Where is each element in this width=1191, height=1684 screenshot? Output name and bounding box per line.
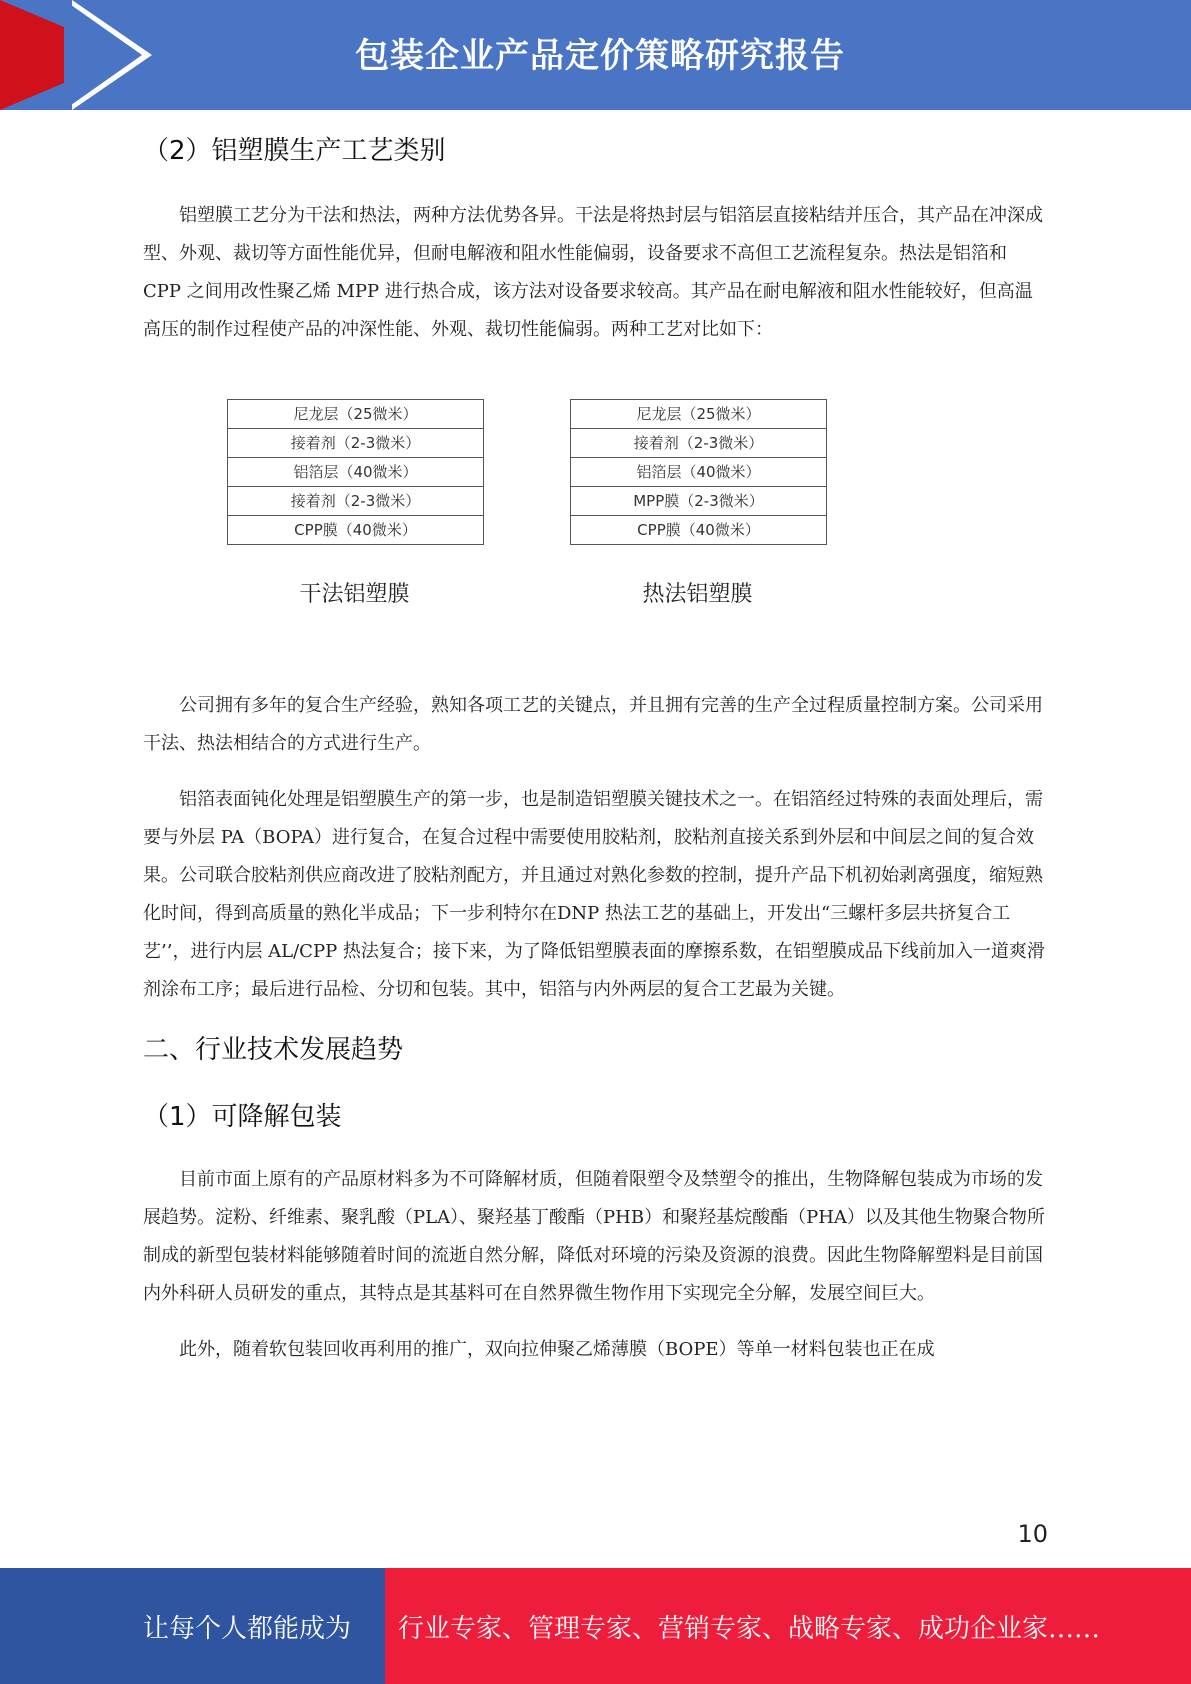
dry-layer-5: CPP膜（40微米） — [294, 521, 417, 539]
dry-layer-2: 接着剂（2-3微米） — [228, 429, 483, 458]
section-heading-process: （2）铝塑膜生产工艺类别 — [143, 136, 446, 166]
dry-layer-1: 尼龙层（25微米） — [228, 400, 483, 429]
paragraph-process-intro: 铝塑膜工艺分为干法和热法，两种方法优势各异。干法是将热封层与铝箔层直接粘结并压合，其产品在冲深成型、外观、裁切等方面性能优异，但耐电解液和阻水性能偏弱，设备要求不高但工艺流程复杂。热法是铝箔和 CPP 之间用改性聚乙烯 MPP 进行热合成，该方法对设备要求较高。其产品在耐电解液和阻水性能较好，但高温高压的制作过程使产品的冲深性能、外观、裁切性能偏弱。两种工艺对比如下： — [143, 205, 1043, 340]
hot-layer-1: 尼龙层（25微米） — [571, 400, 826, 429]
page-content — [143, 130, 1048, 1369]
hot-film-layer-stack — [570, 399, 827, 545]
hot-layer-5: CPP膜（40微米） — [637, 521, 760, 539]
section-heading-trends: 二、行业技术发展趋势 — [143, 1035, 404, 1065]
process-comparison-diagram — [143, 399, 1048, 669]
dry-film-caption: 干法铝塑膜 — [299, 582, 410, 607]
paragraph-degradable: 目前市面上原有的产品原材料多为不可降解材质，但随着限塑令及禁塑令的推出，生物降解包装成为市场的发展趋势。淀粉、纤维素、聚乳酸（PLA）、聚羟基丁酸酯（PHB）和聚羟基烷酸酯（PHA）以及其他生物聚合物所制成的新型包装材料能够随着时间的流逝自然分解，降低对环境的污染及资源的浪费。因此生物降解塑料是目前国内外科研人员研发的重点，其特点是其基料可在自然界微生物作用下实现完全分解，发展空间巨大。 — [143, 1169, 1045, 1304]
subsection-heading-degradable: （1）可降解包装 — [143, 1102, 342, 1132]
report-title: 包装企业产品定价策略研究报告 — [355, 36, 845, 76]
hot-layer-3: 铝箔层（40微米） — [571, 458, 826, 487]
header-chevron-inner — [64, 0, 142, 110]
paragraph-foil-treatment: 铝箔表面钝化处理是铝塑膜生产的第一步，也是制造铝塑膜关键技术之一。在铝箔经过特殊的表面处理后，需要与外层 PA（BOPA）进行复合，在复合过程中需要使用胶粘剂，胶粘剂直接关系到外层和中间层之间的复合效果。公司联合胶粘剂供应商改进了胶粘剂配方，并且通过对熟化参数的控制，提升产品下机初始剥离强度，缩短熟化时间，得到高质量的熟化半成品；下一步利特尔在DNP 热法工艺的基础上，开发出“三螺杆多层共挤复合工艺’’，进行内层 AL/CPP 热法复合；接下来，为了降低铝塑膜表面的摩擦系数，在铝塑膜成品下线前加入一道爽滑剂涂布工序；最后进行品检、分切和包装。其中，铝箔与内外两层的复合工艺最为关键。 — [143, 789, 1045, 1000]
page-header — [0, 0, 1191, 110]
footer-slogan-left: 让每个人都能成为 — [143, 1614, 352, 1644]
hot-film-caption: 热法铝塑膜 — [642, 582, 753, 607]
dry-layer-3: 铝箔层（40微米） — [228, 458, 483, 487]
footer-slogan-right: 行业专家、管理专家、营销专家、战略专家、成功企业家…… — [398, 1614, 1101, 1644]
hot-layer-4: MPP膜（2-3微米） — [571, 487, 826, 516]
dry-layer-4: 接着剂（2-3微米） — [228, 487, 483, 516]
paragraph-company-experience: 公司拥有多年的复合生产经验，熟知各项工艺的关键点，并且拥有完善的生产全过程质量控制方案。公司采用干法、热法相结合的方式进行生产。 — [143, 695, 1043, 754]
paragraph-recycling: 此外，随着软包装回收再利用的推广，双向拉伸聚乙烯薄膜（BOPE）等单一材料包装也正在成 — [179, 1339, 935, 1360]
page-footer — [0, 1568, 1191, 1684]
page-number: 10 — [1017, 1520, 1048, 1548]
dry-film-layer-stack — [227, 399, 484, 545]
hot-layer-2: 接着剂（2-3微米） — [571, 429, 826, 458]
